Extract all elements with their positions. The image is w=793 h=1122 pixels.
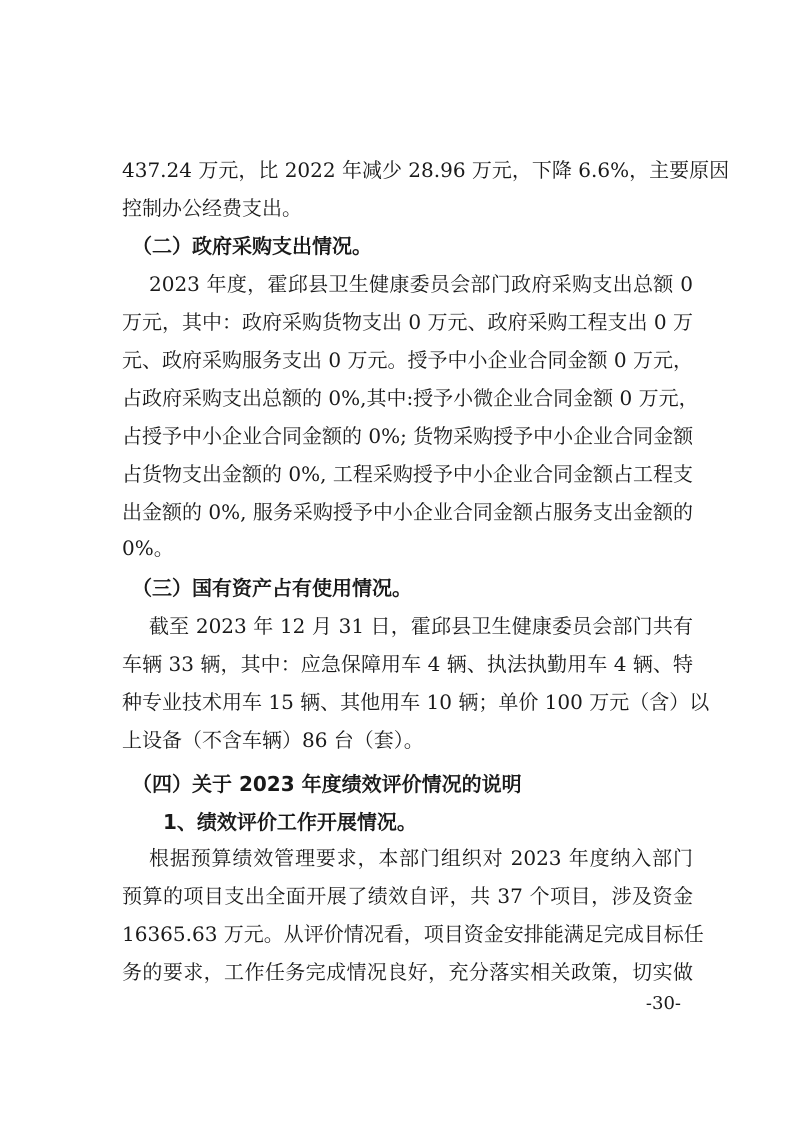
body-line: 出金额的 0%, 服务采购授予中小企业合同金额占服务支出金额的 bbox=[122, 500, 693, 524]
body-line: 预算的项目支出全面开展了绩效自评，共 37 个项目，涉及资金 bbox=[122, 884, 693, 908]
body-line: 16365.63 万元。从评价情况看，项目资金安排能满足完成目标任 bbox=[122, 922, 704, 946]
body-line: 根据预算绩效管理要求，本部门组织对 2023 年度纳入部门 bbox=[149, 846, 693, 870]
body-line: 控制办公经费支出。 bbox=[122, 196, 302, 220]
section-heading: （三）国有资产占有使用情况。 bbox=[132, 576, 412, 600]
subsection-heading: 1、绩效评价工作开展情况。 bbox=[163, 810, 417, 834]
body-line: 2023 年度，霍邱县卫生健康委员会部门政府采购支出总额 0 bbox=[149, 272, 693, 296]
body-line: 元、政府采购服务支出 0 万元。授予中小企业合同金额 0 万元， bbox=[122, 348, 693, 372]
body-line: 437.24 万元，比 2022 年减少 28.96 万元，下降 6.6%，主要原因 bbox=[122, 158, 730, 182]
body-line: 占授予中小企业合同金额的 0%; 货物采购授予中小企业合同金额 bbox=[122, 424, 694, 448]
body-line: 务的要求，工作任务完成情况良好，充分落实相关政策，切实做 bbox=[122, 960, 693, 984]
body-line: 占政府采购支出总额的 0%,其中:授予小微企业合同金额 0 万元， bbox=[122, 386, 699, 410]
body-line: 车辆 33 辆，其中：应急保障用车 4 辆、执法执勤用车 4 辆、特 bbox=[122, 652, 693, 676]
page-number: -30- bbox=[645, 993, 681, 1014]
section-heading: （四）关于 2023 年度绩效评价情况的说明 bbox=[132, 772, 522, 796]
body-line: 万元，其中：政府采购货物支出 0 万元、政府采购工程支出 0 万 bbox=[122, 310, 693, 334]
body-line: 截至 2023 年 12 月 31 日，霍邱县卫生健康委员会部门共有 bbox=[149, 614, 693, 638]
section-heading: （二）政府采购支出情况。 bbox=[132, 234, 372, 258]
body-line: 占货物支出金额的 0%, 工程采购授予中小企业合同金额占工程支 bbox=[122, 462, 693, 486]
body-line: 上设备（不含车辆）86 台（套）。 bbox=[122, 728, 424, 752]
body-line: 种专业技术用车 15 辆、其他用车 10 辆；单价 100 万元（含）以 bbox=[122, 690, 710, 714]
body-line: 0%。 bbox=[122, 536, 174, 560]
